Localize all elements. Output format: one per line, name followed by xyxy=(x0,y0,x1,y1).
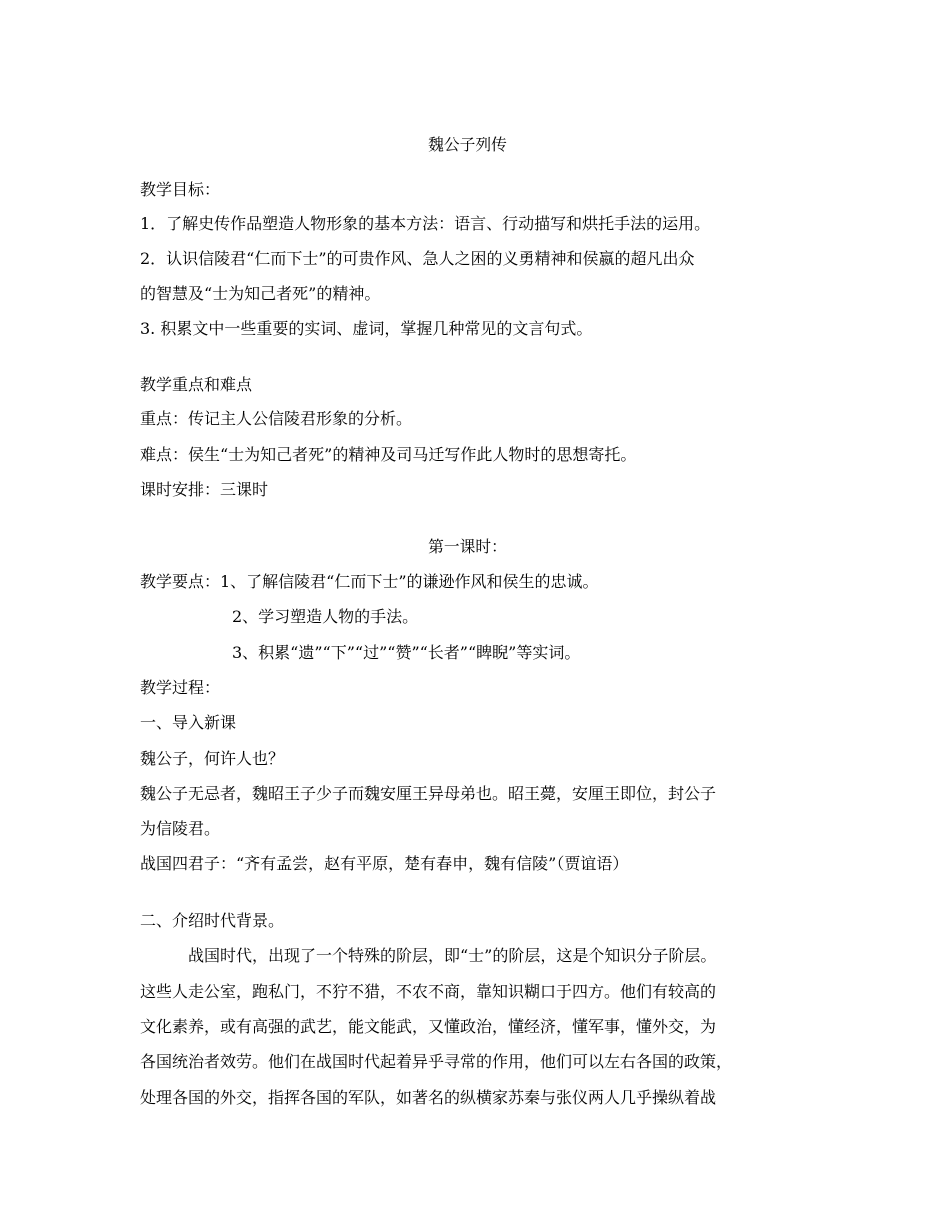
schedule: 课时安排：三课时 xyxy=(140,480,269,499)
intro-answer-line-2: 为信陵君。 xyxy=(140,819,221,838)
objective-item-2-line-1: 2．认识信陵君“仁而下士”的可贵作风、急人之困的义勇精神和侯嬴的超凡出众 xyxy=(140,249,695,268)
intro-answer-line-1: 魏公子无忌者，魏昭王子少子而魏安厘王异母弟也。昭王薨，安厘王即位，封公子 xyxy=(140,784,717,803)
lesson-points-line-2: 2、学习塑造人物的手法。 xyxy=(232,607,419,626)
background-line-2: 这些人走公室，跑私门，不狞不猎，不农不商，靠知识糊口于四方。他们有较高的 xyxy=(140,982,717,1001)
intro-question: 魏公子，何许人也？ xyxy=(140,749,285,768)
intro-heading: 一、导入新课 xyxy=(140,713,237,732)
background-heading: 二、介绍时代背景。 xyxy=(140,911,285,930)
process-heading: 教学过程： xyxy=(140,678,221,697)
background-line-5: 处理各国的外交，指挥各国的军队，如著名的纵横家苏秦与张仪两人几乎操纵着战 xyxy=(140,1088,717,1107)
four-lords-quote: 战国四君子：“齐有孟尝，赵有平原，楚有春申，魏有信陵”（贾谊语） xyxy=(140,854,629,873)
objective-item-3: 3. 积累文中一些重要的实词、虚词，掌握几种常见的文言句式。 xyxy=(140,319,593,338)
lesson-heading: 第一课时： xyxy=(428,537,507,556)
key-points-heading: 教学重点和难点 xyxy=(140,375,253,394)
difficulty-point: 难点：侯生“士为知己者死”的精神及司马迁写作此人物时的思想寄托。 xyxy=(140,445,637,464)
objective-item-1: 1．了解史传作品塑造人物形象的基本方法：语言、行动描写和烘托手法的运用。 xyxy=(140,214,711,233)
background-line-4: 各国统治者效劳。他们在战国时代起着异乎寻常的作用，他们可以左右各国的政策， xyxy=(140,1052,733,1071)
objectives-heading: 教学目标： xyxy=(140,180,221,199)
lesson-points-line-3: 3、积累“遗”“下”“过”“赞”“长者”“睥睨”等实词。 xyxy=(232,643,581,662)
document-title: 魏公子列传 xyxy=(428,135,507,154)
objective-item-2-line-2: 的智慧及“士为知己者死”的精神。 xyxy=(140,284,381,303)
lesson-points-line-1: 教学要点：1、了解信陵君“仁而下士”的谦逊作风和侯生的忠诚。 xyxy=(140,572,599,591)
focus-point: 重点：传记主人公信陵君形象的分析。 xyxy=(140,409,413,428)
background-line-1: 战国时代，出现了一个特殊的阶层，即“士”的阶层，这是个知识分子阶层。 xyxy=(188,946,717,965)
background-line-3: 文化素养，或有高强的武艺，能文能武，又懂政治，懂经济，懂军事，懂外交，为 xyxy=(140,1017,717,1036)
